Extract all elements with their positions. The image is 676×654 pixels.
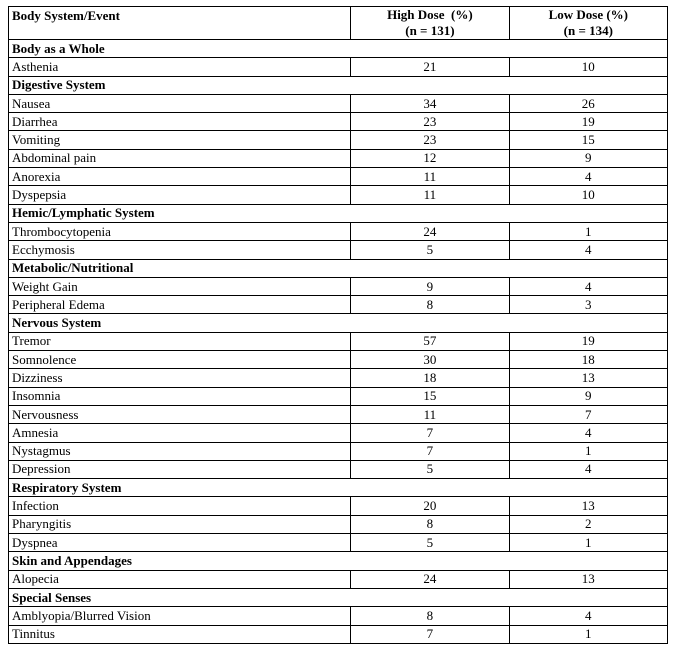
table-row [9, 131, 668, 149]
high-dose-cell: 24 [351, 570, 509, 588]
event-cell: Depression [9, 460, 351, 478]
event-cell: Dizziness [9, 369, 351, 387]
high-dose-cell: 20 [351, 497, 509, 515]
low-dose-cell: 13 [509, 369, 667, 387]
section-title: Digestive System [9, 76, 668, 94]
low-dose-cell: 13 [509, 497, 667, 515]
low-dose-cell: 1 [509, 534, 667, 552]
section-title: Special Senses [9, 588, 668, 606]
high-dose-cell: 5 [351, 241, 509, 259]
low-dose-cell: 4 [509, 424, 667, 442]
table-row [9, 277, 668, 295]
low-dose-cell: 1 [509, 442, 667, 460]
table-row [9, 149, 668, 167]
table-row [9, 387, 668, 405]
section-row [9, 479, 668, 497]
high-dose-cell: 11 [351, 405, 509, 423]
adverse-events-table [8, 6, 668, 644]
low-dose-cell: 4 [509, 241, 667, 259]
section-row [9, 40, 668, 58]
section-row [9, 204, 668, 222]
high-dose-cell: 24 [351, 222, 509, 240]
event-cell: Dyspepsia [9, 186, 351, 204]
high-dose-cell: 21 [351, 58, 509, 76]
header-high-dose [351, 7, 509, 40]
high-dose-cell: 34 [351, 94, 509, 112]
table-row [9, 515, 668, 533]
event-cell: Weight Gain [9, 277, 351, 295]
table-row [9, 58, 668, 76]
section-row [9, 76, 668, 94]
high-dose-cell: 9 [351, 277, 509, 295]
low-dose-cell: 9 [509, 149, 667, 167]
high-dose-cell: 11 [351, 168, 509, 186]
header-high-dose-n: (n = 131) [405, 23, 455, 38]
event-cell: Asthenia [9, 58, 351, 76]
high-dose-cell: 18 [351, 369, 509, 387]
high-dose-cell: 7 [351, 625, 509, 643]
table-row [9, 369, 668, 387]
low-dose-cell: 1 [509, 625, 667, 643]
low-dose-cell: 4 [509, 607, 667, 625]
table-row [9, 186, 668, 204]
low-dose-cell: 9 [509, 387, 667, 405]
low-dose-cell: 26 [509, 94, 667, 112]
high-dose-cell: 7 [351, 442, 509, 460]
high-dose-cell: 5 [351, 534, 509, 552]
section-row [9, 552, 668, 570]
table-row [9, 113, 668, 131]
table-header-row [9, 7, 668, 40]
event-cell: Insomnia [9, 387, 351, 405]
low-dose-cell: 3 [509, 296, 667, 314]
section-row [9, 588, 668, 606]
section-title: Body as a Whole [9, 40, 668, 58]
low-dose-cell: 10 [509, 186, 667, 204]
table-row [9, 94, 668, 112]
high-dose-cell: 8 [351, 296, 509, 314]
low-dose-cell: 4 [509, 168, 667, 186]
high-dose-cell: 8 [351, 607, 509, 625]
table-row [9, 351, 668, 369]
low-dose-cell: 7 [509, 405, 667, 423]
section-title: Respiratory System [9, 479, 668, 497]
section-title: Hemic/Lymphatic System [9, 204, 668, 222]
high-dose-cell: 7 [351, 424, 509, 442]
table-row [9, 442, 668, 460]
table-row [9, 332, 668, 350]
event-cell: Pharyngitis [9, 515, 351, 533]
high-dose-cell: 57 [351, 332, 509, 350]
low-dose-cell: 2 [509, 515, 667, 533]
table-row [9, 222, 668, 240]
event-cell: Vomiting [9, 131, 351, 149]
table-row [9, 424, 668, 442]
event-cell: Alopecia [9, 570, 351, 588]
event-cell: Ecchymosis [9, 241, 351, 259]
header-low-dose-label: Low Dose (%) [548, 7, 628, 22]
low-dose-cell: 4 [509, 460, 667, 478]
table-row [9, 625, 668, 643]
header-low-dose [509, 7, 667, 40]
high-dose-cell: 11 [351, 186, 509, 204]
high-dose-cell: 8 [351, 515, 509, 533]
low-dose-cell: 1 [509, 222, 667, 240]
event-cell: Diarrhea [9, 113, 351, 131]
table-row [9, 534, 668, 552]
header-high-dose-label: High Dose (%) [387, 7, 473, 22]
high-dose-cell: 15 [351, 387, 509, 405]
section-row [9, 259, 668, 277]
event-cell: Somnolence [9, 351, 351, 369]
event-cell: Amnesia [9, 424, 351, 442]
table-body [9, 40, 668, 644]
high-dose-cell: 5 [351, 460, 509, 478]
table-row [9, 405, 668, 423]
table-row [9, 168, 668, 186]
event-cell: Peripheral Edema [9, 296, 351, 314]
high-dose-cell: 30 [351, 351, 509, 369]
table-row [9, 497, 668, 515]
event-cell: Amblyopia/Blurred Vision [9, 607, 351, 625]
section-title: Nervous System [9, 314, 668, 332]
section-row [9, 314, 668, 332]
event-cell: Nausea [9, 94, 351, 112]
event-cell: Tinnitus [9, 625, 351, 643]
low-dose-cell: 19 [509, 113, 667, 131]
high-dose-cell: 23 [351, 131, 509, 149]
table-row [9, 607, 668, 625]
event-cell: Anorexia [9, 168, 351, 186]
table-row [9, 460, 668, 478]
section-title: Skin and Appendages [9, 552, 668, 570]
low-dose-cell: 15 [509, 131, 667, 149]
high-dose-cell: 12 [351, 149, 509, 167]
low-dose-cell: 13 [509, 570, 667, 588]
low-dose-cell: 4 [509, 277, 667, 295]
section-title: Metabolic/Nutritional [9, 259, 668, 277]
header-body-system: Body System/Event [9, 7, 351, 40]
low-dose-cell: 10 [509, 58, 667, 76]
low-dose-cell: 18 [509, 351, 667, 369]
low-dose-cell: 19 [509, 332, 667, 350]
event-cell: Nervousness [9, 405, 351, 423]
high-dose-cell: 23 [351, 113, 509, 131]
header-low-dose-n: (n = 134) [563, 23, 613, 38]
event-cell: Tremor [9, 332, 351, 350]
event-cell: Abdominal pain [9, 149, 351, 167]
table-row [9, 241, 668, 259]
table-row [9, 296, 668, 314]
event-cell: Thrombocytopenia [9, 222, 351, 240]
event-cell: Infection [9, 497, 351, 515]
table-row [9, 570, 668, 588]
event-cell: Dyspnea [9, 534, 351, 552]
event-cell: Nystagmus [9, 442, 351, 460]
